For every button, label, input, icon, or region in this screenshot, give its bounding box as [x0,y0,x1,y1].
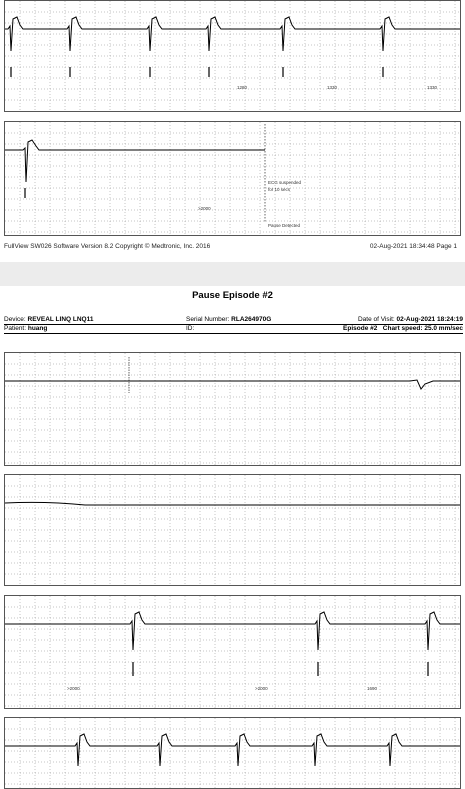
report-page-1 [0,0,465,262]
header-row-1 [4,316,463,323]
rr-interval-label: 1280 [237,85,248,90]
rr-interval-label: >2000 [198,206,211,211]
ecg-trace [5,502,460,505]
chart-speed-label: Chart speed: [382,325,423,332]
ecg-strip-4-graphic [5,475,460,585]
ecg-strip-5-graphic [5,596,460,708]
software-footer: FullView SW026 Software Version 8.2 Copyright © Medtronic, Inc. 2016 [4,243,211,250]
ecg-trace [5,380,460,389]
patient-value: huang [27,325,48,332]
id-label: ID: [186,325,195,332]
visit-date-label: Date of Visit: [357,316,395,323]
device-value: REVEAL LINQ LNQ11 [27,316,94,323]
ecg-strip-1 [4,0,461,112]
rr-interval-label: 1330 [427,85,438,90]
ecg-strip-3-graphic [5,353,460,465]
ecg-strip-1-graphic [5,1,460,111]
patient-label: Patient: [4,325,27,332]
page-separator [0,262,465,286]
ecg-strip-5 [4,595,461,709]
serial-label: Serial Number: [186,316,230,323]
ecg-trace [5,140,265,182]
rr-interval-label: 1330 [327,85,338,90]
ecg-strip-6-graphic [5,718,460,788]
ecg-strip-4 [4,474,461,586]
rr-interval-label: >2000 [255,686,268,691]
pause-detected-label: Pause Detected [268,223,301,228]
serial-value: RLA264970G [231,316,272,323]
header-row-2 [4,325,463,332]
episode-value: Episode #2 [343,325,378,332]
header-rule [4,333,463,334]
device-label: Device: [4,316,26,323]
report-page-2 [0,286,465,782]
ecg-strip-2 [4,121,461,236]
page-title: Pause Episode #2 [192,290,273,301]
ecg-trace [5,734,460,766]
ecg-suspended-label: ECG suspended [268,180,302,185]
ecg-strip-3 [4,352,461,466]
suspend-duration-label: for 10 secs [268,187,291,192]
print-date-footer: 02-Aug-2021 18:34:48 Page 1 [369,243,457,250]
visit-date-value: 02-Aug-2021 18:24:19 [396,316,463,323]
rr-interval-label: 1690 [367,686,378,691]
chart-speed-value: 25.0 mm/sec [424,325,463,332]
ecg-strip-6 [4,717,461,789]
ecg-trace [5,612,460,650]
ecg-trace [5,17,460,51]
ecg-strip-2-graphic [5,122,460,235]
rr-interval-label: >2000 [67,686,80,691]
